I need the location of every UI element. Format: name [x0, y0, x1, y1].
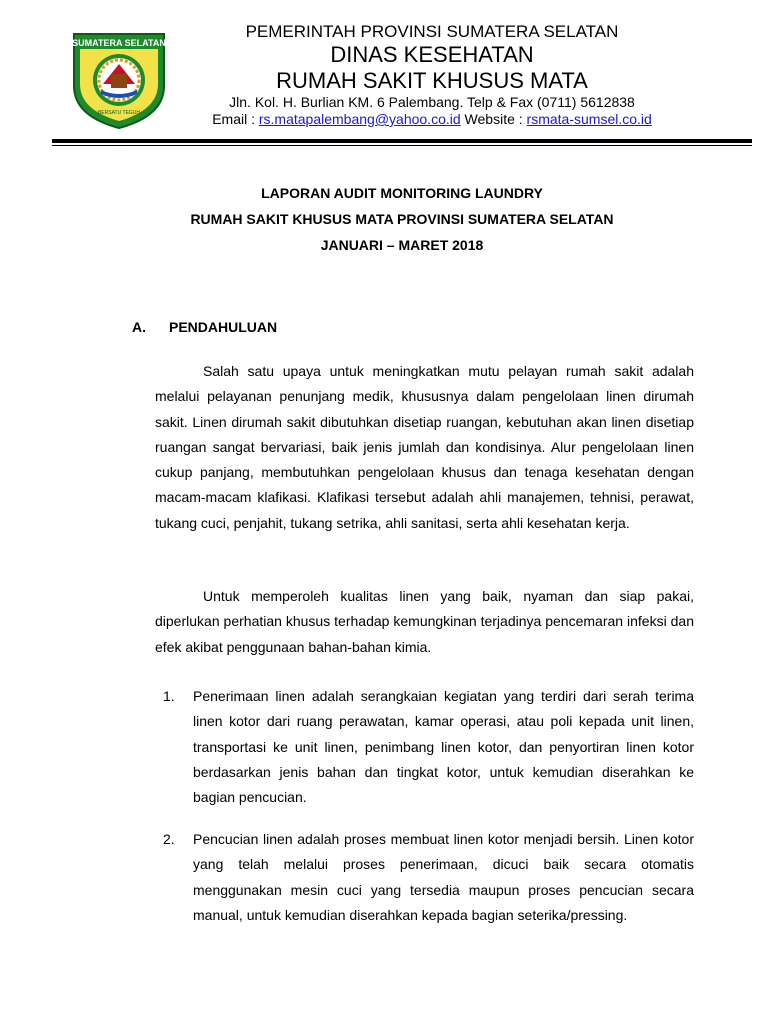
- letterhead-divider-thin: [52, 145, 752, 146]
- province-emblem-logo: [70, 28, 168, 130]
- list-text: Pencucian linen adalah proses membuat linen kotor menjadi bersih. Linen kotor yang telah melalui proses penerimaan, dicuci baik secara otomatis menggunakan mesin cuci yang tersedia maupun proses pencucian secara manual, untuk kemudian diserahkan kepada bagian seterika/pressing.: [193, 831, 694, 923]
- agency-name: DINAS KESEHATAN: [330, 42, 534, 67]
- list-number: 1.: [163, 688, 175, 704]
- report-subtitle: RUMAH SAKIT KHUSUS MATA PROVINSI SUMATERA SELATAN: [190, 211, 614, 227]
- list-text: Penerimaan linen adalah serangkaian kegiatan yang terdiri dari serah terima linen kotor dari ruang perawatan, kamar operasi, atau poli kepada unit linen, transportasi ke unit linen, penimbang linen kotor, dan penyortiran linen kotor berdasarkan jenis bahan dan tingkat kotor, untuk kemudian diserahkan ke bagian pencucian.: [193, 688, 694, 806]
- government-name: PEMERINTAH PROVINSI SUMATERA SELATAN: [245, 22, 619, 41]
- website-label: Website :: [460, 111, 527, 127]
- report-title: LAPORAN AUDIT MONITORING LAUNDRY: [261, 185, 543, 201]
- list-item: [163, 827, 694, 928]
- paragraph-text: Salah satu upaya untuk meningkatkan mutu pelayan rumah sakit adalah melalui pelayanan penunjang medik, khususnya dalam pengelolaan linen dirumah sakit. Linen dirumah sakit dibutuhkan disetiap ruangan, kebutuhan akan linen disetiap ruangan sangat bervariasi, baik jenis jumlah dan kondisinya. Alur pengelolaan linen cukup panjang, membutuhkan pengelolaan khusus dan tenaga kesehatan dengan macam-macam klafikasi. Klafikasi tersebut adalah ahli manajemen, tehnisi, perawat, tukang cuci, penjahit, tukang setrika, ahli sanitasi, serta ahli kesehatan kerja.: [155, 363, 694, 531]
- quality-paragraph: [155, 584, 694, 660]
- report-period: JANUARI – MARET 2018: [320, 237, 484, 253]
- section-title: PENDAHULUAN: [169, 319, 278, 335]
- report-title-block: [130, 180, 674, 258]
- svg-text:SUMATERA SELATAN: SUMATERA SELATAN: [72, 38, 166, 48]
- svg-text:BERSATU TEGUH: BERSATU TEGUH: [97, 110, 141, 116]
- list-item: [163, 684, 694, 810]
- email-label: Email :: [212, 111, 259, 127]
- letterhead: [180, 22, 684, 128]
- intro-paragraph: [155, 359, 694, 536]
- hospital-name: RUMAH SAKIT KHUSUS MATA: [276, 68, 588, 93]
- list-number: 2.: [163, 831, 175, 847]
- contact-line: [180, 111, 684, 128]
- letterhead-divider-thick: [52, 139, 752, 143]
- email-link[interactable]: rs.matapalembang@yahoo.co.id: [258, 111, 461, 127]
- section-letter: A.: [132, 319, 146, 335]
- paragraph-text: Untuk memperoleh kualitas linen yang baik, nyaman dan siap pakai, diperlukan perhatian khusus terhadap kemungkinan terjadinya pencemaran infeksi dan efek akibat penggunaan bahan-bahan kimia.: [155, 588, 694, 655]
- address-line: Jln. Kol. H. Burlian KM. 6 Palembang. Telp & Fax (0711) 5612838: [229, 94, 635, 110]
- website-link[interactable]: rsmata-sumsel.co.id: [526, 111, 652, 127]
- section-heading: [132, 319, 277, 335]
